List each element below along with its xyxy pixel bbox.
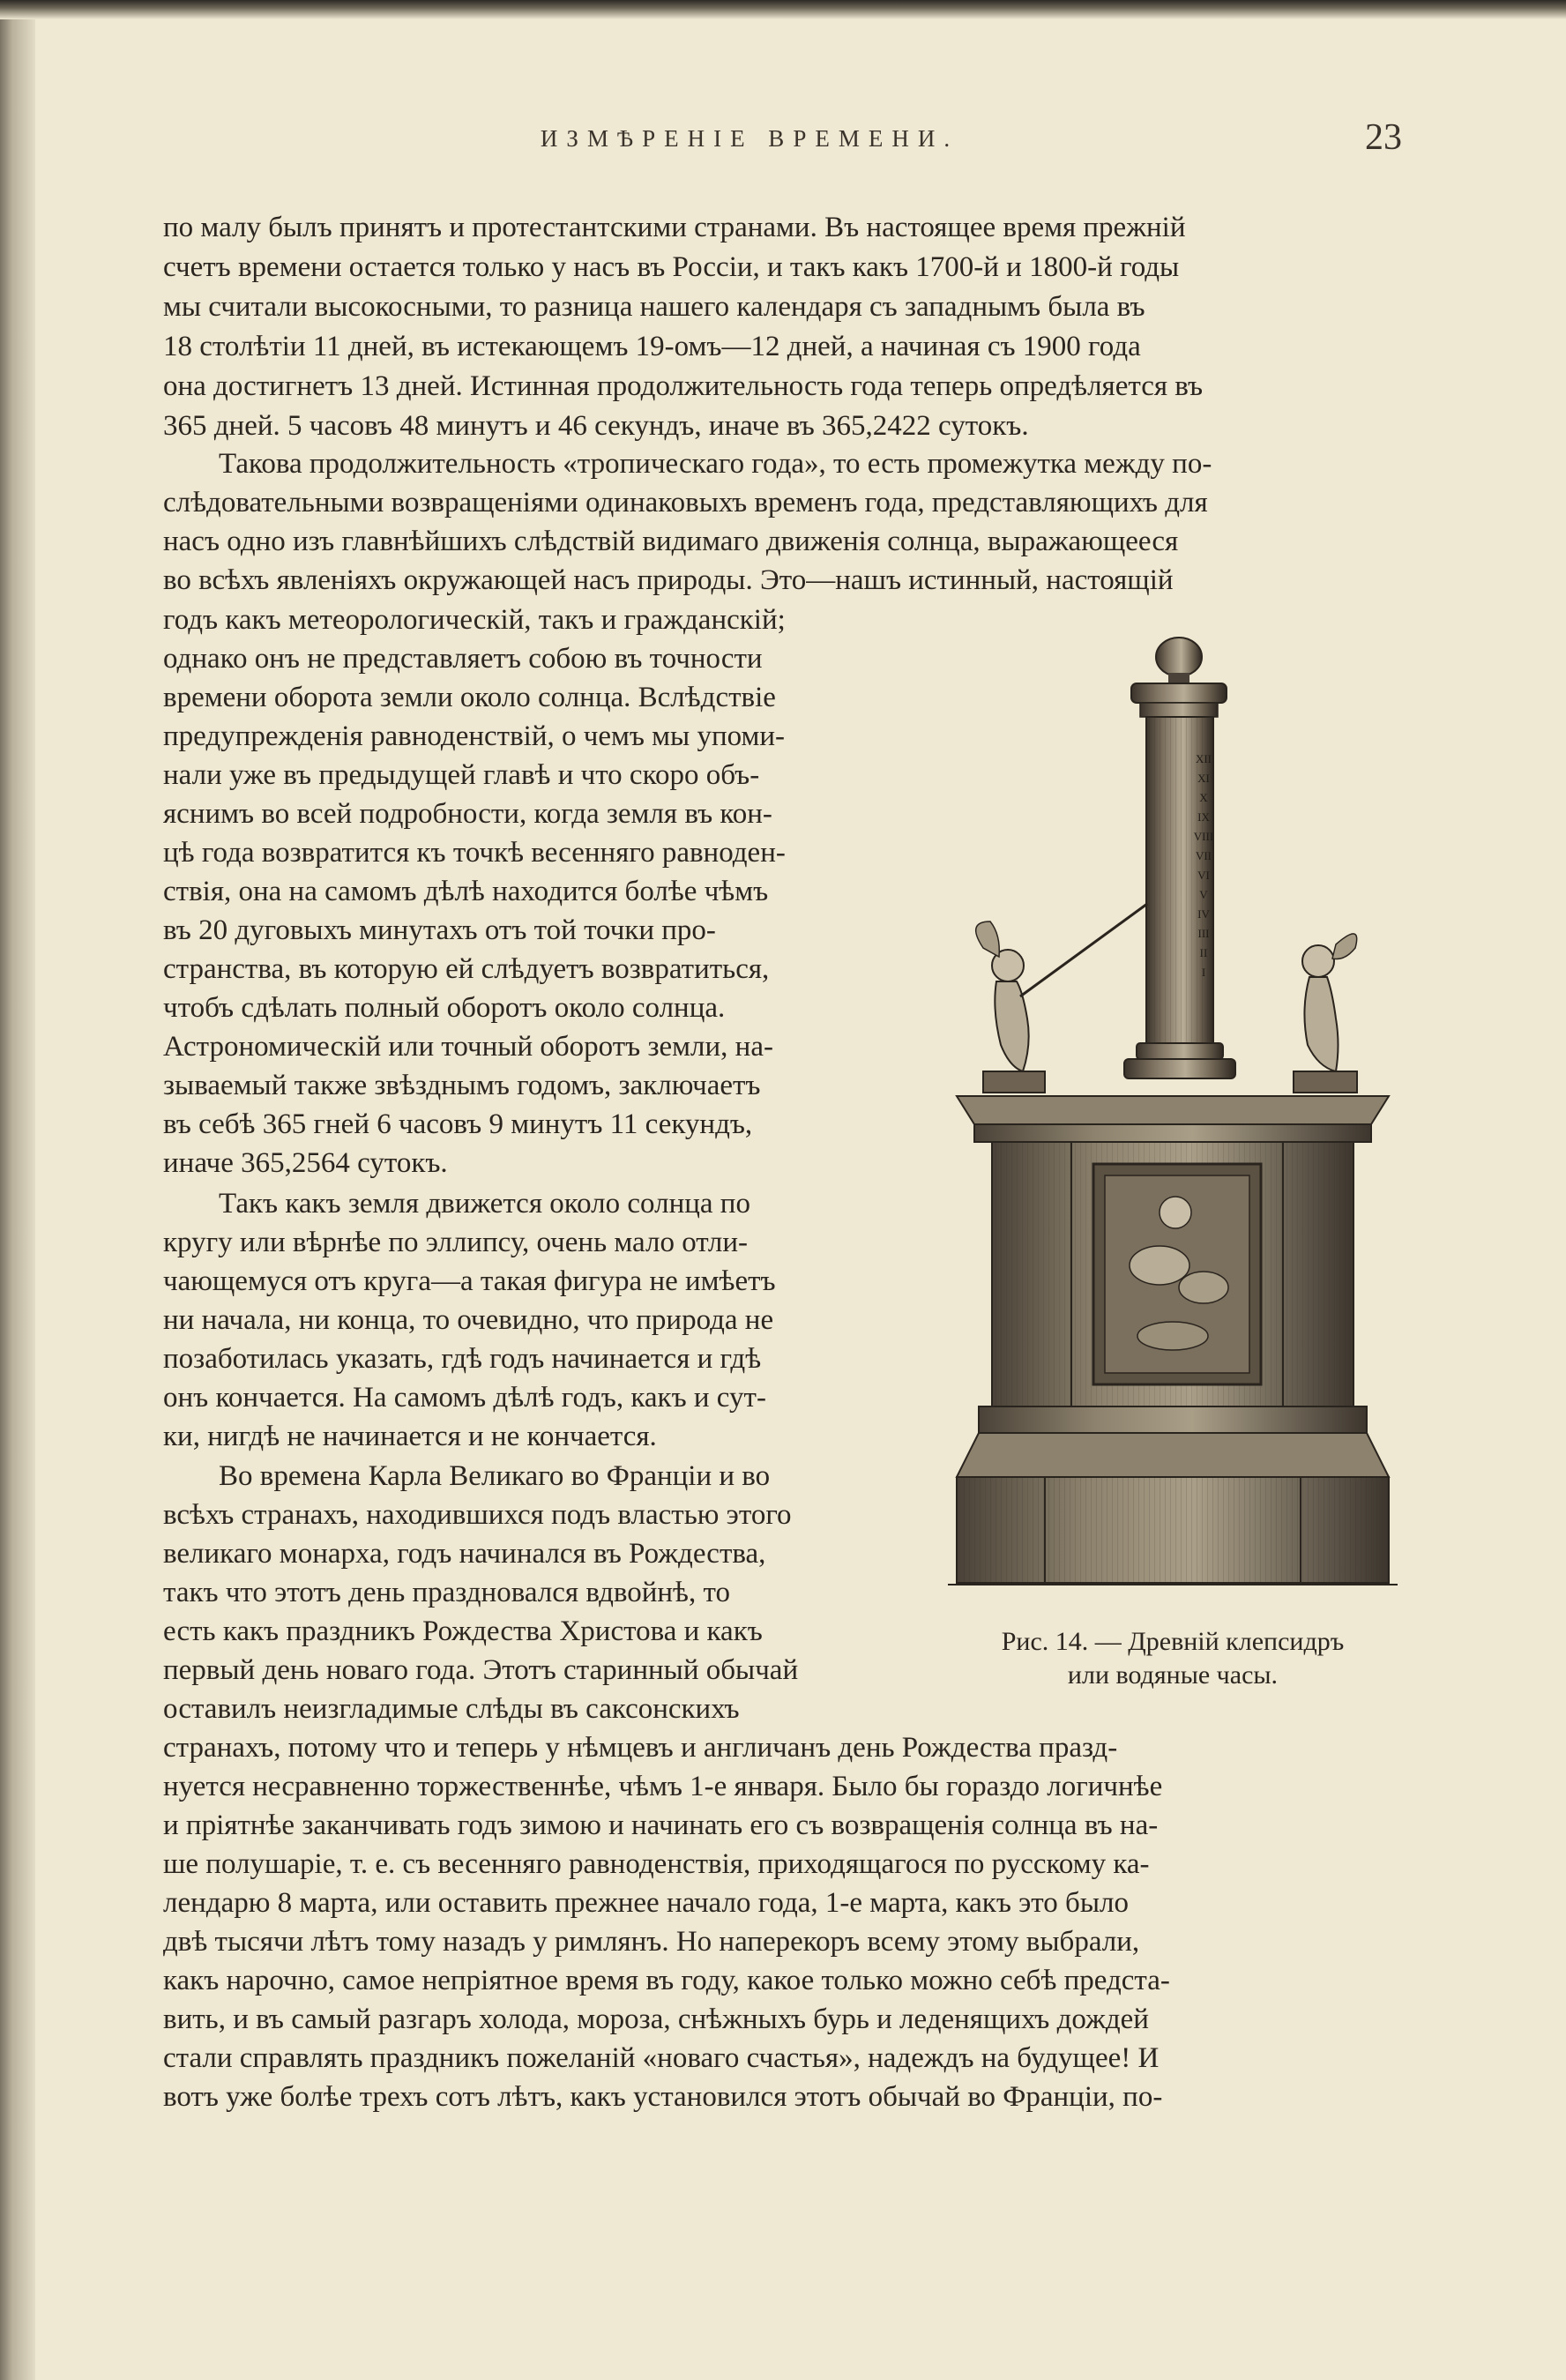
- clepsydra-hour-numeral: XI: [1197, 772, 1210, 785]
- text-line: первый день новаго года. Этотъ старинный обычай: [163, 1654, 799, 1686]
- text-line: въ себѣ 365 гней 6 часовъ 9 минутъ 11 секундъ,: [163, 1108, 753, 1140]
- text-line: кругу или вѣрнѣе по эллипсу, очень мало отли-: [163, 1227, 748, 1258]
- text-line: всѣхъ странахъ, находившихся подъ властью этого: [163, 1499, 792, 1531]
- text-line: ше полушаріе, т. е. съ весенняго равноденствія, приходящагося по русскому ка-: [163, 1848, 1150, 1880]
- text-line: ствія, она на самомъ дѣлѣ находится болѣе чѣмъ: [163, 876, 769, 907]
- text-line: въ 20 дуговыхъ минутахъ отъ той точки про-: [163, 914, 716, 946]
- page-top-shadow: [0, 0, 1566, 19]
- text-line: иначе 365,2564 сутокъ.: [163, 1147, 448, 1179]
- clepsydra-hour-numeral: X: [1199, 791, 1208, 804]
- text-line: яснимъ во всей подробности, когда земля въ кон-: [163, 798, 772, 830]
- clepsydra-engraving: [948, 630, 1398, 1618]
- text-line: какъ нарочно, самое непріятное время въ году, какое только можно себѣ предста-: [163, 1965, 1170, 1996]
- text-line: насъ одно изъ главнѣйшихъ слѣдствій видимаго движенія солнца, выражающееся: [163, 526, 1179, 557]
- text-line: позаботилась указать, гдѣ годъ начинается и гдѣ: [163, 1343, 762, 1375]
- clepsydra-hour-numeral: III: [1197, 927, 1210, 940]
- left-cherub: [976, 904, 1147, 1093]
- text-line: ни начала, ни конца, то очевидно, что природа не: [163, 1304, 774, 1336]
- text-line: по малу былъ принятъ и протестантскими странами. Въ настоящее время прежній: [163, 212, 1186, 243]
- figure-caption: [935, 1625, 1411, 1692]
- text-line: ки, нигдѣ не начинается и не кончается.: [163, 1421, 657, 1452]
- text-line: 365 дней. 5 часовъ 48 минутъ и 46 секундъ, иначе въ 365,2422 сутокъ.: [163, 410, 1029, 442]
- clepsydra-hour-numeral: VII: [1195, 849, 1212, 862]
- clepsydra-hour-numeral: II: [1199, 946, 1208, 959]
- text-line: цѣ года возвратится къ точкѣ весенняго равноден-: [163, 837, 786, 869]
- clepsydra-hour-numeral: IV: [1197, 907, 1210, 921]
- text-line: вить, и въ самый разгаръ холода, мороза, снѣжныхъ бурь и леденящихъ дождей: [163, 2003, 1149, 2035]
- page-edge-shadow: [0, 0, 35, 2380]
- text-line: чтобъ сдѣлать полный оборотъ около солнца.: [163, 992, 726, 1024]
- clepsydra-hour-numeral: VI: [1197, 869, 1210, 882]
- caption-line: или водяные часы.: [1067, 1660, 1279, 1690]
- clepsydra-hour-numeral: V: [1199, 888, 1208, 901]
- text-line: нуется несравненно торжественнѣе, чѣмъ 1-е января. Было бы гораздо логичнѣе: [163, 1771, 1163, 1802]
- clepsydra-hour-numeral: VIII: [1193, 830, 1214, 843]
- page-number: 23: [1365, 117, 1402, 158]
- text-line: чающемуся отъ круга—а такая фигура не имѣетъ: [163, 1265, 776, 1297]
- text-line: Такова продолжительность «тропическаго года», то есть промежутка между по-: [219, 448, 1212, 480]
- text-line: времени оборота земли около солнца. Вслѣдствіе: [163, 682, 776, 713]
- right-cherub: [1294, 934, 1357, 1093]
- text-line: есть какъ праздникъ Рождества Христова и какъ: [163, 1615, 763, 1647]
- clepsydra-hour-numeral: IX: [1197, 810, 1210, 824]
- clepsydra-hour-numeral: I: [1201, 966, 1206, 979]
- text-line: Астрономическій или точный оборотъ земли, на-: [163, 1031, 773, 1063]
- text-line: слѣдовательными возвращеніями одинаковыхъ временъ года, представляющихъ для: [163, 487, 1208, 519]
- text-line: 18 столѣтіи 11 дней, въ истекающемъ 19-омъ—12 дней, а начиная съ 1900 года: [163, 331, 1141, 362]
- text-line: мы считали высокосными, то разница нашего календаря съ западнымъ была въ: [163, 291, 1145, 323]
- text-line: годъ какъ метеорологическій, такъ и гражданскій;: [163, 604, 786, 636]
- text-line: оставилъ неизгладимые слѣды въ саксонскихъ: [163, 1693, 740, 1725]
- text-line: нали уже въ предыдущей главѣ и что скоро объ-: [163, 759, 760, 791]
- text-line: Такъ какъ земля движется около солнца по: [219, 1188, 750, 1220]
- clepsydra-illustration: [948, 630, 1398, 1618]
- text-line: великаго монарха, годъ начинался въ Рождества,: [163, 1538, 766, 1570]
- caption-line: Рис. 14. — Древній клепсидръ: [1001, 1627, 1345, 1656]
- text-line: и пріятнѣе заканчивать годъ зимою и начинать его съ возвращенія солнца въ на-: [163, 1809, 1159, 1841]
- text-line: лендарю 8 марта, или оставить прежнее начало года, 1-е марта, какъ это было: [163, 1887, 1129, 1919]
- text-line: странства, въ которую ей слѣдуетъ возвратиться,: [163, 953, 770, 985]
- text-line: стали справлять праздникъ пожеланій «новаго счастья», надеждъ на будущее! И: [163, 2042, 1160, 2074]
- text-line: предупрежденія равноденствій, о чемъ мы упоми-: [163, 720, 786, 752]
- text-line: во всѣхъ явленіяхъ окружающей насъ природы. Это—нашъ истинный, настоящій: [163, 564, 1174, 596]
- text-line: зываемый также звѣзднымъ годомъ, заключаетъ: [163, 1070, 761, 1101]
- text-line: двѣ тысячи лѣтъ тому назадъ у римлянъ. Но наперекоръ всему этому выбрали,: [163, 1926, 1140, 1958]
- text-line: Во времена Карла Великаго во Франціи и во: [219, 1460, 771, 1492]
- text-line: онъ кончается. На самомъ дѣлѣ годъ, какъ и сут-: [163, 1382, 766, 1414]
- text-line: такъ что этотъ день праздновался вдвойнѣ, то: [163, 1577, 730, 1608]
- text-line: счетъ времени остается только у насъ въ Россіи, и такъ какъ 1700-й и 1800-й годы: [163, 251, 1180, 283]
- text-line: странахъ, потому что и теперь у нѣмцевъ и англичанъ день Рождества празд-: [163, 1732, 1118, 1764]
- text-line: однако онъ не представляетъ собою въ точности: [163, 643, 763, 675]
- text-line: она достигнетъ 13 дней. Истинная продолжительность года теперь опредѣляется въ: [163, 370, 1204, 402]
- running-title: ИЗМѢРЕНІЕ ВРЕМЕНИ.: [540, 125, 959, 152]
- text-line: вотъ уже болѣе трехъ сотъ лѣтъ, какъ установился этотъ обычай во Франціи, по-: [163, 2081, 1163, 2113]
- clepsydra-hour-numeral: XII: [1195, 752, 1212, 765]
